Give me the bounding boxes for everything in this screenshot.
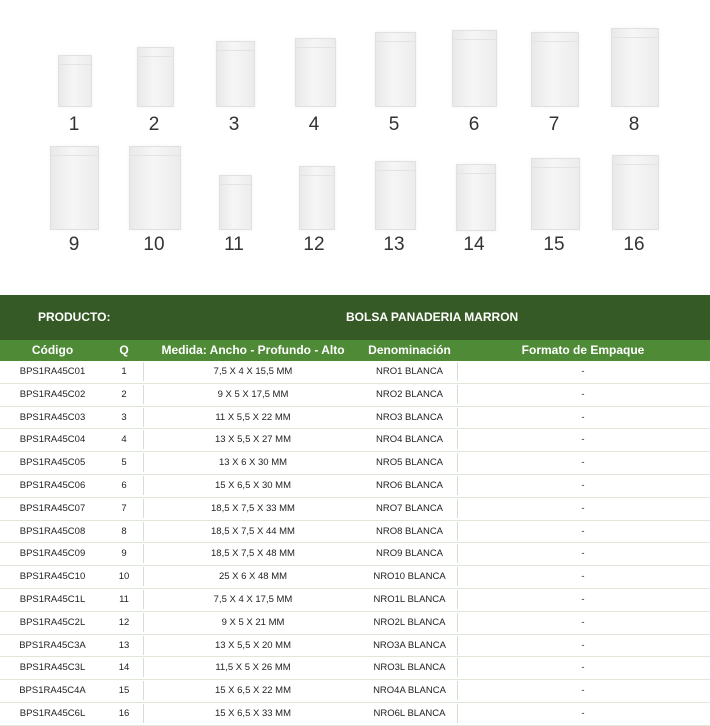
table-row — [0, 589, 710, 612]
cell-measure: 25 X 6 X 48 MM — [218, 571, 288, 583]
table-row — [0, 452, 710, 475]
bag-number: 2 — [148, 114, 160, 135]
cell-measure: 7,5 X 4 X 15,5 MM — [213, 366, 293, 377]
cell-code: BPS1RA45C09 — [19, 548, 86, 560]
table-row — [0, 680, 710, 703]
table-row — [0, 635, 710, 658]
cell-q: 2 — [121, 388, 127, 400]
table-row — [0, 384, 710, 407]
cell-code: BPS1RA45C08 — [19, 525, 86, 537]
cell-q: 11 — [119, 593, 129, 605]
cell-q: 14 — [118, 662, 130, 674]
cell-denomination: NRO7 BLANCA — [375, 502, 444, 514]
cell-measure: 13 X 5,5 X 20 MM — [214, 639, 292, 651]
bag-image — [299, 166, 335, 230]
cell-format: - — [581, 707, 585, 719]
cell-measure: 9 X 5 X 21 MM — [221, 616, 285, 628]
cell-denomination: NRO3A BLANCA — [373, 639, 446, 651]
bag-number: 4 — [308, 114, 320, 135]
table-row — [0, 407, 710, 430]
bag-number: 9 — [68, 234, 80, 255]
table-row — [0, 703, 710, 726]
cell-format: - — [581, 616, 585, 628]
product-label: PRODUCTO: — [38, 310, 111, 324]
cell-format: - — [581, 548, 585, 560]
header-measure: Medida: Ancho - Profundo - Alto — [161, 343, 345, 357]
cell-measure: 15 X 6,5 X 22 MM — [214, 685, 292, 697]
bag-number: 10 — [143, 234, 165, 255]
bag-image — [295, 38, 336, 107]
cell-code: BPS1RA45C02 — [19, 388, 86, 400]
bag-number: 7 — [548, 114, 560, 135]
cell-measure: 15 X 6,5 X 30 MM — [214, 479, 292, 491]
bag-number: 6 — [468, 114, 480, 135]
table-row — [0, 475, 710, 498]
cell-format: - — [581, 366, 585, 377]
bag-number: 5 — [388, 114, 400, 135]
cell-measure: 18,5 X 7,5 X 48 MM — [211, 548, 295, 560]
cell-denomination: NRO2L BLANCA — [373, 616, 446, 628]
cell-code: BPS1RA45C01 — [19, 366, 86, 377]
cell-q: 3 — [121, 411, 127, 423]
cell-format: - — [581, 434, 585, 446]
bag-number: 11 — [224, 234, 244, 255]
cell-code: BPS1RA45C6L — [19, 707, 86, 719]
cell-q: 12 — [118, 616, 130, 628]
cell-q: 1 — [121, 366, 127, 377]
cell-code: BPS1RA45C03 — [19, 411, 86, 423]
cell-format: - — [581, 411, 585, 423]
cell-format: - — [581, 685, 585, 697]
bag-image — [129, 146, 181, 230]
bag-image — [531, 32, 579, 107]
column-headers — [0, 340, 710, 361]
cell-q: 8 — [121, 525, 127, 537]
cell-measure: 18,5 X 7,5 X 33 MM — [211, 502, 295, 514]
cell-q: 6 — [121, 479, 127, 491]
bag-image — [219, 175, 252, 230]
cell-measure: 13 X 5,5 X 27 MM — [214, 434, 292, 446]
bag-number: 15 — [543, 234, 565, 255]
bag-number: 3 — [228, 114, 240, 135]
cell-denomination: NRO1 BLANCA — [375, 366, 444, 377]
cell-denomination: NRO2 BLANCA — [375, 388, 444, 400]
bag-image — [612, 155, 659, 230]
cell-denomination: NRO3 BLANCA — [375, 411, 444, 423]
cell-code: BPS1RA45C07 — [19, 502, 86, 514]
cell-code: BPS1RA45C05 — [19, 457, 86, 469]
cell-denomination: NRO9 BLANCA — [375, 548, 444, 560]
cell-q: 10 — [118, 571, 130, 583]
cell-format: - — [581, 502, 585, 514]
cell-q: 7 — [121, 502, 127, 514]
cell-format: - — [581, 479, 585, 491]
cell-denomination: NRO1L BLANCA — [373, 593, 446, 605]
header-code: Código — [31, 343, 74, 357]
header-q: Q — [119, 343, 129, 357]
cell-q: 5 — [121, 457, 127, 469]
cell-denomination: NRO3L BLANCA — [373, 662, 446, 674]
bag-image — [452, 30, 497, 107]
bag-image — [456, 164, 496, 231]
cell-denomination: NRO5 BLANCA — [375, 457, 444, 469]
cell-measure: 15 X 6,5 X 33 MM — [214, 707, 292, 719]
bag-image — [137, 47, 174, 107]
table-row — [0, 543, 710, 566]
bag-image — [375, 161, 416, 230]
cell-code: BPS1RA45C04 — [19, 434, 86, 446]
cell-code: BPS1RA45C1L — [19, 593, 86, 605]
product-name: BOLSA PANADERIA MARRON — [346, 310, 519, 324]
cell-code: BPS1RA45C2L — [19, 616, 86, 628]
cell-measure: 11 X 5,5 X 22 MM — [215, 411, 291, 423]
table-row — [0, 566, 710, 589]
cell-denomination: NRO10 BLANCA — [373, 571, 446, 583]
cell-q: 16 — [118, 707, 130, 719]
product-header — [0, 295, 710, 340]
table-row — [0, 361, 710, 384]
cell-format: - — [581, 525, 585, 537]
cell-denomination: NRO6L BLANCA — [373, 707, 446, 719]
cell-denomination: NRO4 BLANCA — [375, 434, 444, 446]
cell-measure: 7,5 X 4 X 17,5 MM — [213, 593, 293, 605]
bag-image — [375, 32, 416, 107]
bag-number: 8 — [628, 114, 640, 135]
cell-denomination: NRO6 BLANCA — [375, 479, 444, 491]
bag-number: 12 — [303, 234, 325, 255]
cell-format: - — [581, 662, 585, 674]
cell-code: BPS1RA45C06 — [19, 479, 86, 491]
bag-number: 16 — [623, 234, 645, 255]
cell-format: - — [581, 571, 585, 583]
bag-number: 1 — [68, 114, 80, 135]
table-row — [0, 429, 710, 452]
cell-code: BPS1RA45C10 — [19, 571, 86, 583]
cell-measure: 9 X 5 X 17,5 MM — [217, 388, 289, 400]
bag-number: 13 — [383, 234, 405, 255]
header-denomination: Denominación — [368, 343, 451, 357]
cell-denomination: NRO8 BLANCA — [375, 525, 444, 537]
table-row — [0, 498, 710, 521]
cell-q: 4 — [121, 434, 127, 446]
table-row — [0, 657, 710, 680]
cell-code: BPS1RA45C4A — [19, 685, 86, 697]
bag-image — [531, 158, 580, 230]
cell-measure: 11,5 X 5 X 26 MM — [215, 662, 291, 674]
cell-measure: 18,5 X 7,5 X 44 MM — [211, 525, 295, 537]
cell-code: BPS1RA45C3L — [19, 662, 86, 674]
bag-image — [50, 146, 99, 230]
cell-code: BPS1RA45C3A — [19, 639, 86, 651]
cell-q: 13 — [118, 639, 130, 651]
bag-number: 14 — [463, 234, 485, 255]
header-format: Formato de Empaque — [521, 343, 645, 357]
table-row — [0, 521, 710, 544]
cell-format: - — [581, 593, 585, 605]
product-table-body — [0, 361, 710, 726]
cell-format: - — [581, 457, 585, 469]
bag-image — [216, 41, 255, 107]
cell-format: - — [581, 639, 585, 651]
cell-q: 9 — [121, 548, 127, 560]
product-gallery — [0, 0, 710, 295]
cell-measure: 13 X 6 X 30 MM — [218, 457, 288, 469]
cell-denomination: NRO4A BLANCA — [373, 685, 446, 697]
cell-q: 15 — [118, 685, 130, 697]
cell-format: - — [581, 388, 585, 400]
bag-image — [611, 28, 659, 107]
table-row — [0, 612, 710, 635]
bag-image — [58, 55, 92, 107]
